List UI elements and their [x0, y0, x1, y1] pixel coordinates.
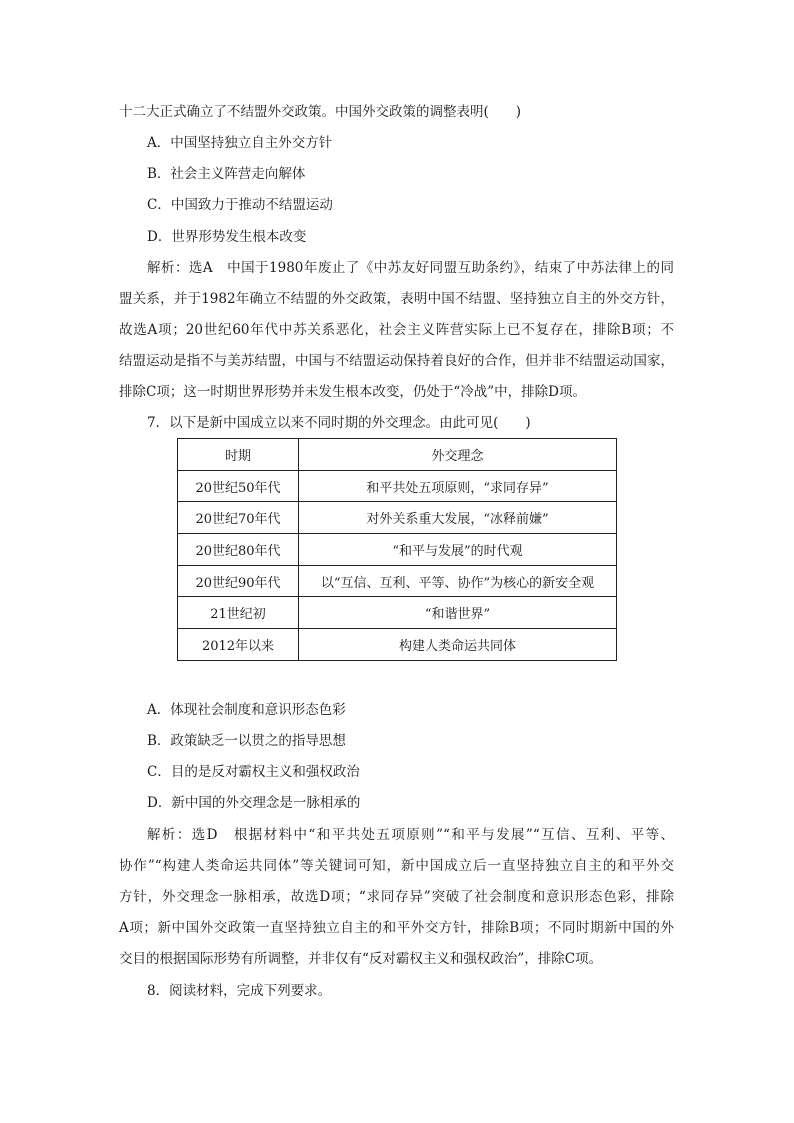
table-row	[178, 534, 617, 566]
q7-stem: 7．以下是新中国成立以来不同时期的外交理念。由此可见( )	[147, 415, 531, 431]
table-row	[178, 597, 617, 629]
table-header-row	[178, 439, 617, 471]
q7-option-a: A．体现社会制度和意识形态色彩	[147, 702, 346, 718]
table-header-period: 时期	[178, 439, 299, 471]
table-cell-period: 20世纪80年代	[178, 534, 299, 566]
table-cell-idea: 对外关系重大发展，“冰释前嫌”	[299, 502, 617, 534]
table-row	[178, 502, 617, 534]
table-cell-period: 21世纪初	[178, 597, 299, 629]
q6-analysis-line: 结盟运动是指不与美苏结盟，中国与不结盟运动保持着良好的合作，但并非不结盟运动国家，	[119, 353, 674, 369]
table-cell-idea: 构建人类命运共同体	[299, 629, 617, 661]
table-cell-period: 20世纪50年代	[178, 470, 299, 502]
q6-option-a: A．中国坚持独立自主外交方针	[147, 135, 333, 151]
q6-analysis-line: 故选A项；20世纪60年代中苏关系恶化，社会主义阵营实际上已不复存在，排除B项；不	[119, 322, 674, 338]
q6-option-c: C．中国致力于推动不结盟运动	[147, 197, 333, 213]
q7-analysis-line: A项；新中国外交政策一直坚持独立自主的和平外交方针，排除B项；不同时期新中国的外	[119, 920, 674, 936]
table-cell-period: 20世纪70年代	[178, 502, 299, 534]
q7-analysis-line: 解析：选D 根据材料中“和平共处五项原则”“和平与发展”“互信、互利、平等、	[147, 827, 674, 843]
q6-option-d: D．世界形势发生根本改变	[147, 229, 307, 245]
q6-stem: 十二大正式确立了不结盟外交政策。中国外交政策的调整表明( )	[119, 104, 522, 120]
q7-option-c: C．目的是反对霸权主义和强权政治	[147, 764, 360, 780]
table-row	[178, 629, 617, 661]
table-cell-idea: 以“互信、互利、平等、协作”为核心的新安全观	[299, 565, 617, 597]
table-cell-period: 20世纪90年代	[178, 565, 299, 597]
q6-analysis-line: 解析：选A 中国于1980年废止了《中苏友好同盟互助条约》，结束了中苏法律上的同	[147, 260, 674, 276]
q7-option-d: D．新中国的外交理念是一脉相承的	[147, 795, 361, 811]
q7-analysis-line: 协作”“构建人类命运共同体”等关键词可知，新中国成立后一直坚持独立自主的和平外交	[119, 858, 674, 874]
q8-stem: 8．阅读材料，完成下列要求。	[147, 983, 332, 999]
q7-analysis-line: 方针，外交理念一脉相承，故选D项；“求同存异”突破了社会制度和意识形态色彩，排除	[119, 889, 674, 905]
q7-option-b: B．政策缺乏一以贯之的指导思想	[147, 733, 346, 749]
table-cell-idea: “和谐世界”	[299, 597, 617, 629]
q6-analysis-line: 盟关系，并于1982年确立不结盟的外交政策，表明中国不结盟、坚持独立自主的外交方针，	[119, 291, 674, 307]
table-cell-idea: 和平共处五项原则，“求同存异”	[299, 470, 617, 502]
q7-analysis-line: 交目的根据国际形势有所调整，并非仅有“反对霸权主义和强权政治”，排除C项。	[119, 951, 603, 967]
table-cell-period: 2012年以来	[178, 629, 299, 661]
table-header-idea: 外交理念	[299, 439, 617, 471]
diplomacy-ideas-table	[177, 438, 617, 661]
q6-analysis-line: 排除C项；这一时期世界形势并未发生根本改变，仍处于“冷战”中，排除D项。	[119, 384, 586, 400]
table-cell-idea: “和平与发展”的时代观	[299, 534, 617, 566]
q6-option-b: B．社会主义阵营走向解体	[147, 166, 306, 182]
table-row	[178, 565, 617, 597]
table-row	[178, 470, 617, 502]
